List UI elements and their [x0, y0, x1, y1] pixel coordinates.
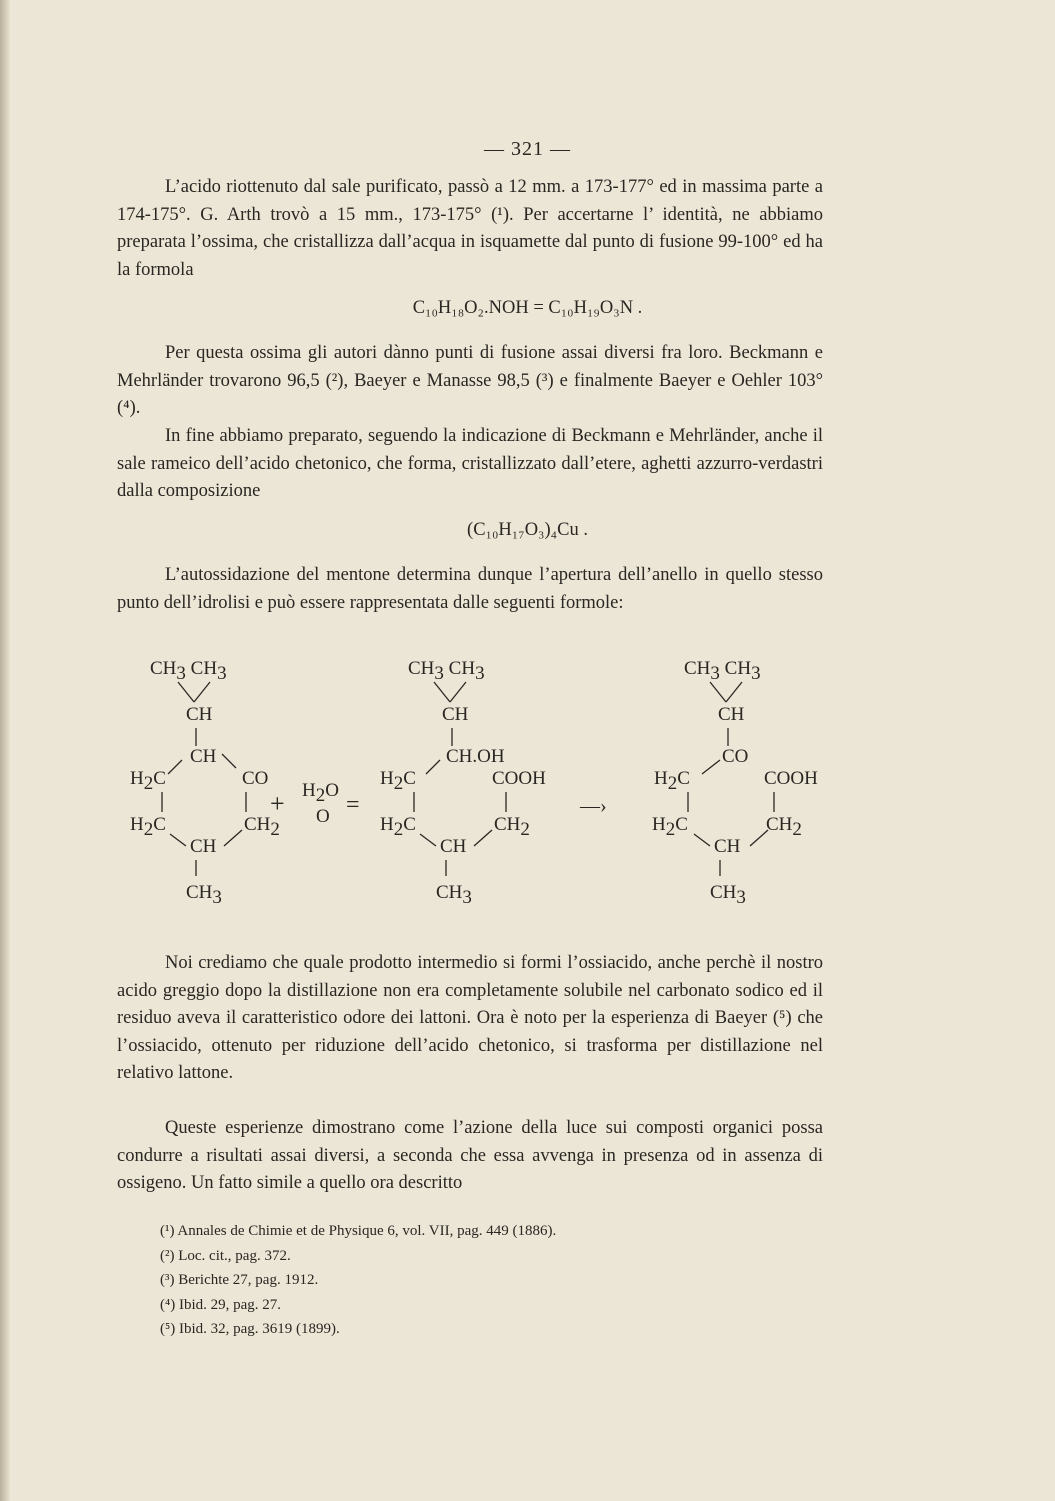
svg-text:CH2: CH2 [494, 814, 530, 840]
menthone-structure [130, 658, 280, 908]
svg-text:CH3 CH3: CH3 CH3 [150, 658, 227, 684]
footnote-5: (⁵) Ibid. 32, pag. 3619 (1899). [160, 1321, 340, 1337]
svg-text:CH: CH [442, 704, 469, 725]
page-number: — 321 — [484, 138, 571, 160]
svg-text:H2C: H2C [130, 768, 166, 794]
svg-text:H2C: H2C [130, 814, 166, 840]
page-edge [0, 0, 10, 1501]
svg-text:CH: CH [440, 836, 467, 857]
oxime-formula: C₁₀H₁₈O₂.NOH = C₁₀H₁₉O₃N . [412, 298, 643, 318]
svg-text:CH: CH [718, 704, 745, 725]
svg-text:CH3: CH3 [710, 882, 746, 908]
paragraph-1: L’acido riottenuto dal sale purificato, passò a 12 mm. a 173-177° ed in massima parte a 174-175°. G. Arth trovò a 15 mm., 173-175° (¹). Per accertarne l’ identità, ne abbiamo preparata l’ossima, che cristallizza dall’acqua in isquamette dal punto di fusione 99-100° ed ha la formola [117, 177, 823, 280]
svg-text:CH2: CH2 [244, 814, 280, 840]
svg-text:COOH: COOH [764, 768, 818, 789]
reaction-scheme [110, 650, 840, 910]
svg-text:CH3: CH3 [186, 882, 222, 908]
co-label: CO [242, 768, 269, 789]
hydroxy-acid-structure [380, 658, 546, 908]
footnote-1: (¹) Annales de Chimie et de Physique 6, vol. VII, pag. 449 (1886). [160, 1223, 557, 1239]
keto-acid-structure [652, 658, 818, 908]
ch-ring-label: CH [190, 746, 217, 767]
svg-text:H2C: H2C [652, 814, 688, 840]
svg-text:CH3 CH3: CH3 CH3 [408, 658, 485, 684]
svg-text:CH3 CH3: CH3 CH3 [684, 658, 761, 684]
ch3-label: CH [150, 658, 177, 679]
svg-text:CH2: CH2 [766, 814, 802, 840]
ch-label: CH [186, 704, 213, 725]
reaction-arrow: —› [580, 795, 607, 817]
svg-text:CH: CH [714, 836, 741, 857]
svg-text:H2O: H2O [302, 780, 339, 806]
choh-label: CH.OH [446, 746, 505, 767]
paragraph-5: Noi crediamo che quale prodotto intermedio si formi l’ossiacido, anche perchè il nostro acido greggio dopo la distillazione non era completamente solubile nel carbonato sodico ed il residuo aveva il caratteristico odore dei lattoni. Ora è noto per la esperienza di Baeyer (⁵) che l’ossiacido, ottenuto per riduzione dell’acido chetonico, si trasforma per distillazione nel relativo lattone. [117, 953, 823, 1083]
ch-bottom-label: CH [190, 836, 217, 857]
svg-text:H2C: H2C [654, 768, 690, 794]
footnotes [160, 1219, 800, 1342]
paragraph-6: Queste esperienze dimostrano come l’azione della luce sui composti organici possa condurre a risultati assai diversi, a seconda che essa avvenga in presenza od in assenza di ossigeno. Un fatto simile a quello ora descritto [117, 1118, 823, 1193]
co-keto-label: CO [722, 746, 749, 767]
footnote-2: (²) Loc. cit., pag. 372. [160, 1247, 291, 1264]
svg-text:CH3: CH3 [436, 882, 472, 908]
footnote-3: (³) Berichte 27, pag. 1912. [160, 1272, 319, 1288]
water-molecule [302, 780, 339, 827]
paragraph-4: L’autossidazione del mentone determina dunque l’apertura dell’anello in quello stesso punto dell’idrolisi e può essere rappresentata dalle seguenti formole: [117, 565, 823, 613]
svg-text:O: O [316, 806, 330, 827]
equals-sign: = [346, 792, 360, 818]
cooh-label: COOH [492, 768, 546, 789]
paragraph-3: In fine abbiamo preparato, seguendo la indicazione di Beckmann e Mehrländer, anche il sale rameico dell’acido chetonico, che forma, cristallizzato dall’etere, aghetti azzurro-verdastri dalla composizione [117, 426, 823, 501]
plus-sign: + [270, 789, 285, 818]
copper-salt-formula: (C₁₀H₁₇O₃)₄Cu . [467, 520, 588, 540]
paragraph-2: Per questa ossima gli autori dànno punti di fusione assai diversi fra loro. Beckmann e Mehrländer trovarono 96,5 (²), Baeyer e Manasse 98,5 (³) e finalmente Baeyer e Oehler 103° (⁴). [117, 343, 823, 418]
svg-text:H2C: H2C [380, 768, 416, 794]
footnote-4: (⁴) Ibid. 29, pag. 27. [160, 1296, 282, 1313]
svg-text:H2C: H2C [380, 814, 416, 840]
